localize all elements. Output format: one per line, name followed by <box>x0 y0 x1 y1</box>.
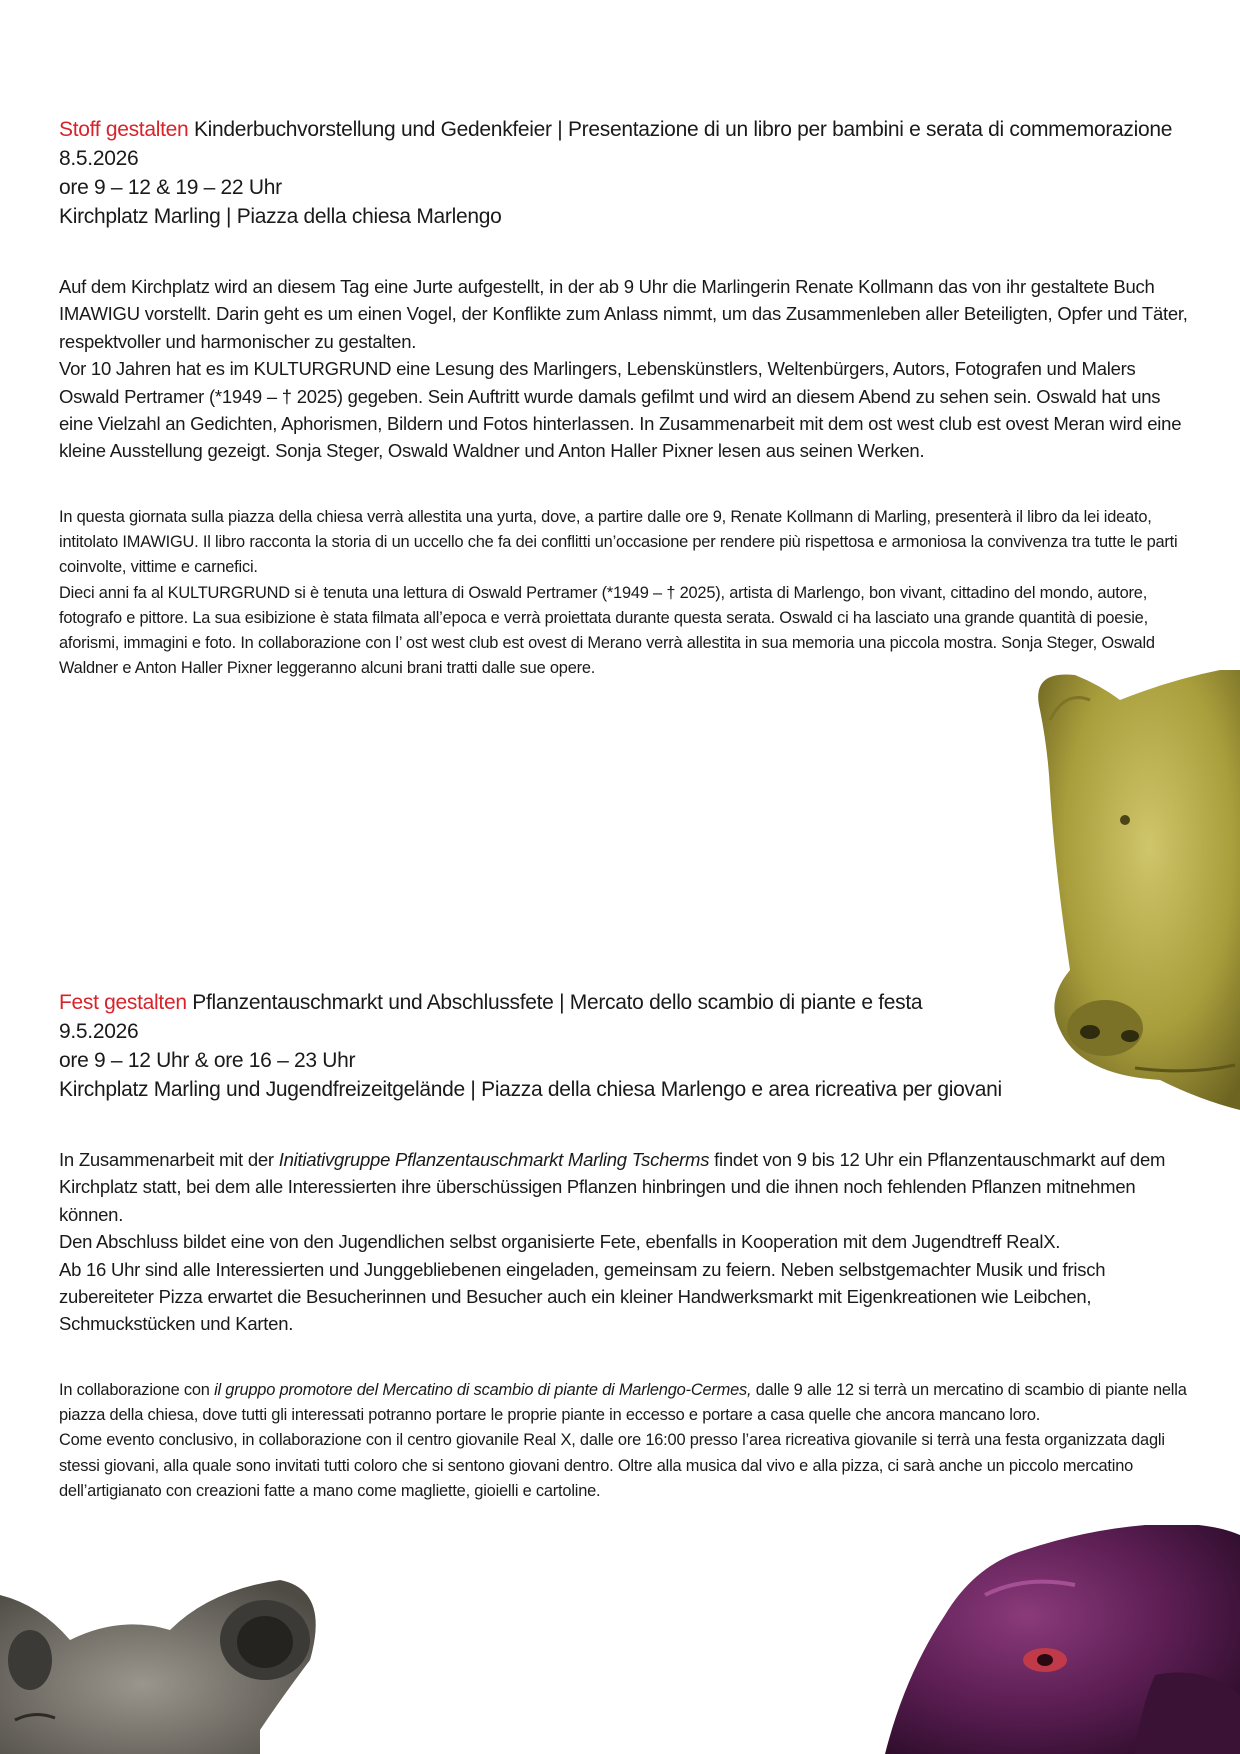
event2-de-paragraph: Den Abschluss bildet eine von den Jugendlichen selbst organisierte Fete, ebenfalls in Kooperation mit dem Jugendtreff RealX. <box>59 1231 1061 1253</box>
gray-animal-head-image <box>0 1580 330 1754</box>
event2-de-paragraph <box>59 1146 1189 1228</box>
event2-time: ore 9 – 12 Uhr & ore 16 – 23 Uhr <box>59 1049 356 1072</box>
yellow-pig-head-image <box>1020 670 1240 1110</box>
event1-title: Kinderbuchvorstellung und Gedenkfeier | Presentazione di un libro per bambini e serata di commemorazione <box>193 118 1173 141</box>
event1-it-paragraph: In questa giornata sulla piazza della chiesa verrà allestita una yurta, dove, a partire dalle ore 9, Renate Kollmann di Marling, presenterà il libro da lei ideato, intitolato IMAWIGU. Il libro racconta la storia di un uccello che fa dei conflitti un’occasione per rendere più rispettosa e armoniosa la convivenza tra tutte le parti coinvolte, vittime e carnefici. <box>59 508 1178 577</box>
event1-place: Kirchplatz Marling | Piazza della chiesa Marlengo <box>59 205 502 228</box>
event2-place: Kirchplatz Marling und Jugendfreizeitgelände | Piazza della chiesa Marlengo e area ricreativa per giovani <box>59 1078 1002 1101</box>
event2-title: Pflanzentauschmarkt und Abschlussfete | Mercato dello scambio di piante e festa <box>192 991 923 1014</box>
event2-it-paragraph <box>59 1378 1189 1428</box>
event1-time: ore 9 – 12 & 19 – 22 Uhr <box>59 176 282 199</box>
event1-header <box>59 115 1189 231</box>
event2-it-paragraph: Come evento conclusivo, in collaborazione con il centro giovanile Real X, dalle ore 16:00 presso l’area ricreativa giovanile si terrà una festa organizzata dagli stessi giovani, alla quale sono invitati tutti coloro che si sentono giovani dentro. Oltre alla musica dal vivo e alla pizza, ci sarà anche un piccolo mercatino dell’artigianato con creazioni fatte a mano come magliette, gioielli e cartoline. <box>59 1431 1165 1500</box>
event1-it-paragraph: Dieci anni fa al KULTURGRUND si è tenuta una lettura di Oswald Pertramer (*1949 – † 2025), artista di Marlengo, bon vivant, cittadino del mondo, autore, fotografo e pittore. La sua esibizione è stata filmata all’epoca e verrà proiettata durante questa serata. Oswald ci ha lasciato una grande quantità di poesie, aforismi, immagini e foto. In collaborazione con l’ ost west club est ovest di Merano verrà allestita in sua memoria una piccola mostra. Sonja Steger, Oswald Waldner e Anton Haller Pixner leggeranno alcuni brani tratti dalle sue opere. <box>59 583 1155 678</box>
event1-de-paragraph: Auf dem Kirchplatz wird an diesem Tag eine Jurte aufgestellt, in der ab 9 Uhr die Marlingerin Renate Kollmann das von ihr gestaltete Buch IMAWIGU vorstellt. Darin geht es um einen Vogel, der Konflikte zum Anlass nimmt, um das Zusammenleben aller Beteiligten, Opfer und Täter, respektvoller und harmonischer zu gestalten. <box>59 276 1188 352</box>
event2-italian-text <box>59 1378 1189 1504</box>
event2-date: 9.5.2026 <box>59 1020 139 1043</box>
event1-german-text <box>59 273 1189 465</box>
event2-de-italic: Initiativgruppe Pflanzentauschmarkt Marling Tscherms <box>278 1149 710 1170</box>
event1-date: 8.5.2026 <box>59 147 139 170</box>
event2-de-paragraph: Ab 16 Uhr sind alle Interessierten und Junggebliebenen eingeladen, gemeinsam zu feiern. Neben selbstgemachter Musik und frisch zubereiteter Pizza erwartet die Besucherinnen und Besucher auch ein kleiner Handwerksmarkt mit Eigenkreationen wie Leibchen, Schmuckstücken und Karten. <box>59 1258 1106 1335</box>
event1-italian-text <box>59 505 1189 681</box>
event2-it-text: In collaborazione con <box>59 1381 215 1399</box>
purple-animal-head-image <box>885 1525 1240 1754</box>
event2-it-italic: il gruppo promotore del Mercatino di scambio di piante di Marlengo-Cermes, <box>214 1381 752 1399</box>
event2-german-text <box>59 1146 1189 1338</box>
event1-label: Stoff gestalten <box>59 118 189 141</box>
event2-label: Fest gestalten <box>59 991 187 1014</box>
event2-de-text: findet von 9 bis 12 Uhr ein Pflanzentauschmarkt auf dem Kirchplatz statt, bei dem alle Interessierten ihre überschüssigen Pflanzen hinbringen und die ihnen noch fehlenden Pflanzen mitnehmen können. <box>59 1149 1166 1225</box>
event2-it-text: dalle 9 alle 12 si terrà un mercatino di scambio di piante nella piazza della chiesa, dove tutti gli interessati potranno portare le proprie piante in eccesso e portare a casa quelle che ancora mancano loro. <box>59 1381 1187 1425</box>
event1-de-paragraph: Vor 10 Jahren hat es im KULTURGRUND eine Lesung des Marlingers, Lebenskünstlers, Weltenbürgers, Autors, Fotografen und Malers Oswald Pertramer (*1949 – † 2025) gegeben. Sein Auftritt wurde damals gefilmt und wird an diesem Abend zu sehen sein. Oswald hat uns eine Vielzahl an Gedichten, Aphorismen, Bildern und Fotos hinterlassen. In Zusammenarbeit mit dem ost west club est ovest Meran wird eine kleine Ausstellung gezeigt. Sonja Steger, Oswald Waldner und Anton Haller Pixner lesen aus seinen Werken. <box>59 358 1182 462</box>
event2-de-text: In Zusammenarbeit mit der <box>59 1149 279 1170</box>
event1-title-line <box>59 115 1189 144</box>
